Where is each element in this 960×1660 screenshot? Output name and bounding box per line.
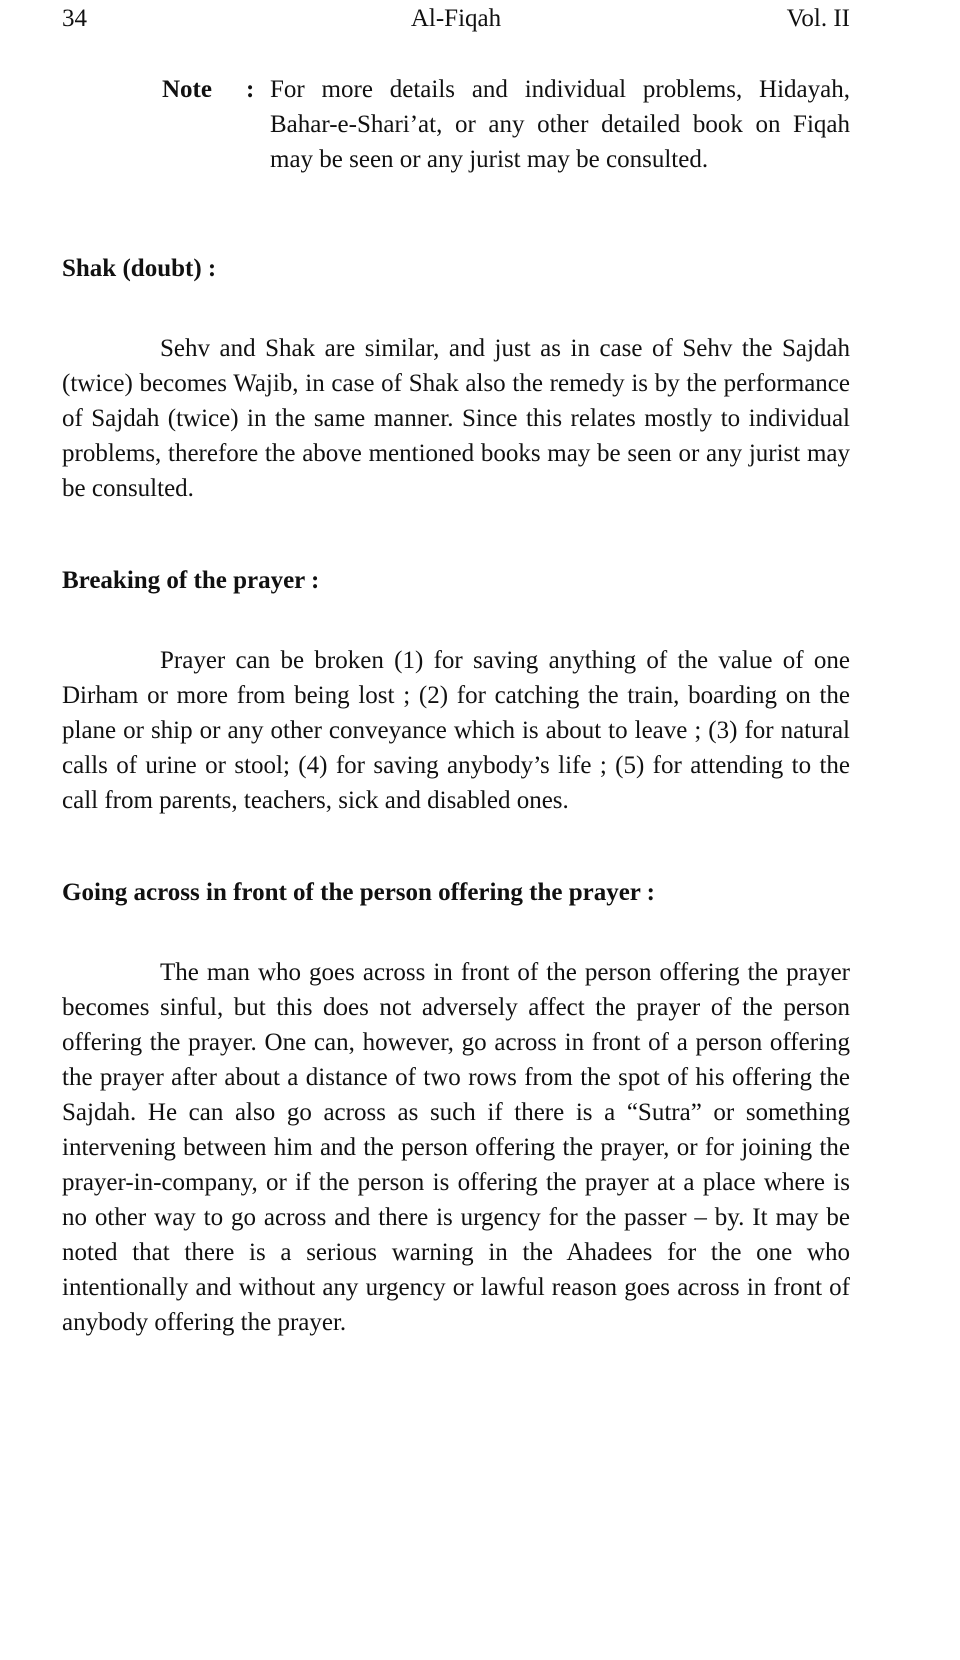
book-title: Al-Fiqah bbox=[410, 5, 502, 32]
section-shak bbox=[62, 252, 850, 506]
running-header bbox=[62, 2, 850, 36]
section-paragraph-shak: Sehv and Shak are similar, and just as in case of Sehv the Sajdah (twice) becomes Wajib, in case of Shak also the remedy is by the performance of Sajdah (twice) in the same manner. Since this relates mostly to individual problems, therefore the above mentioned books may be seen or any jurist may be consulted. bbox=[62, 335, 850, 502]
note-block bbox=[162, 72, 850, 177]
section-heading-breaking-prayer: Breaking of the prayer : bbox=[62, 567, 320, 594]
section-paragraph-breaking-prayer: Prayer can be broken (1) for saving anything of the value of one Dirham or more from being lost ; (2) for catching the train, boarding on the plane or ship or any other conveyance which is about to leave ; (3) for natural calls of urine or stool; (4) for saving anybody’s life ; (5) for attending to the call from parents, teachers, sick and disabled ones. bbox=[62, 647, 850, 814]
section-heading-going-across: Going across in front of the person offering the prayer : bbox=[62, 879, 656, 906]
note-label: Note bbox=[162, 76, 212, 103]
section-paragraph-going-across: The man who goes across in front of the person offering the prayer becomes sinful, but this does not adversely affect the prayer of the person offering the prayer. One can, however, go across in front of a person offering the prayer after about a distance of two rows from the spot of his offering the Sajdah. He can also go across as such if there is a “Sutra” or something intervening between him and the person offering the prayer, or for joining the prayer-in-company, or if the person is offering the prayer at a place where is no other way to go across and there is urgency for the passer – by. It may be noted that there is a serious warning in the Ahadees for the one who intentionally and without any urgency or lawful reason goes across in front of anybody offering the prayer. bbox=[62, 959, 850, 1336]
volume-label: Vol. II bbox=[786, 5, 850, 32]
section-breaking-prayer bbox=[62, 564, 850, 818]
note-colon: : bbox=[246, 76, 255, 103]
note-text: For more details and individual problems, Hidayah, Bahar-e-Shari’at, or any other detailed book on Fiqah may be seen or any jurist may be consulted. bbox=[270, 76, 850, 173]
section-going-across bbox=[62, 876, 850, 1340]
section-heading-shak: Shak (doubt) : bbox=[62, 255, 217, 282]
page-number: 34 bbox=[62, 5, 87, 32]
